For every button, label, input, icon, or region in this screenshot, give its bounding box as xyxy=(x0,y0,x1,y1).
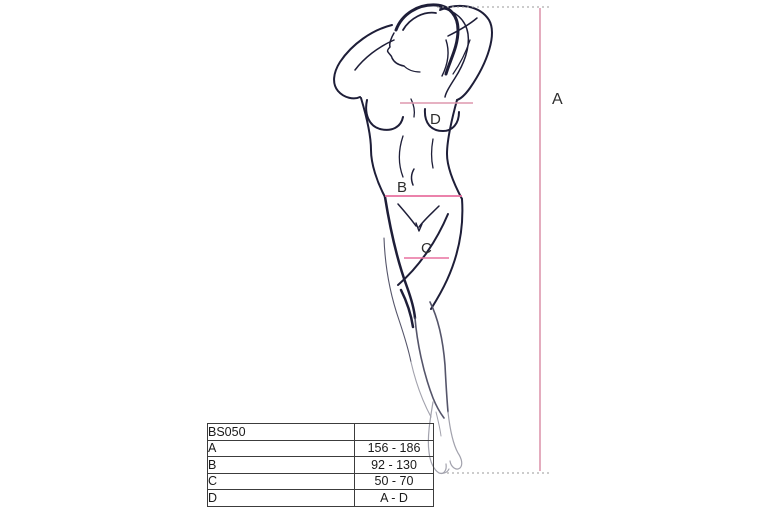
measurement-row-label: A xyxy=(208,440,355,457)
measure-label-a: A xyxy=(552,91,563,108)
table-row xyxy=(208,490,434,507)
measurement-row-value: 92 - 130 xyxy=(355,457,434,474)
figure-head-hair xyxy=(388,5,469,97)
measure-label-c: C xyxy=(421,240,432,257)
measurement-row-value: 50 - 70 xyxy=(355,473,434,490)
measure-label-d: D xyxy=(430,111,441,128)
size-table-header-row xyxy=(208,424,434,441)
size-table xyxy=(207,423,434,507)
measurement-row-label: D xyxy=(208,490,355,507)
size-table-header-value xyxy=(355,424,434,441)
figure-legs xyxy=(384,197,462,418)
size-table-product-code: BS050 xyxy=(208,424,355,441)
measurement-row-label: B xyxy=(208,457,355,474)
female-figure-illustration xyxy=(334,5,492,474)
figure-hips xyxy=(398,204,439,231)
measurement-guides xyxy=(385,7,563,473)
measure-label-b: B xyxy=(397,179,408,196)
measurement-row-label: C xyxy=(208,473,355,490)
table-row xyxy=(208,473,434,490)
measurement-row-value: 156 - 186 xyxy=(355,440,434,457)
table-row xyxy=(208,457,434,474)
measurement-row-value: A - D xyxy=(355,490,434,507)
table-row xyxy=(208,440,434,457)
figure-torso xyxy=(361,98,462,199)
